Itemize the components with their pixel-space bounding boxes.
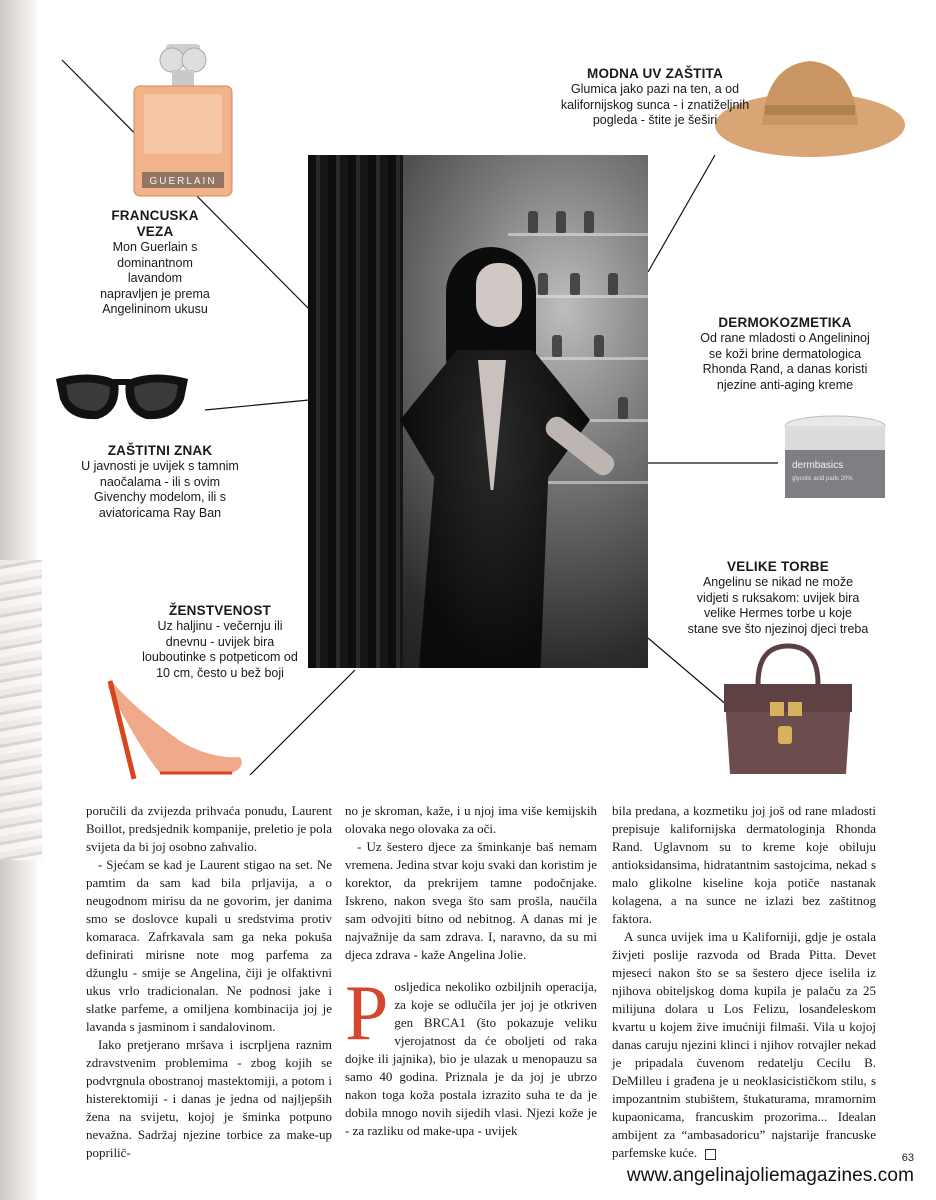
photo-face xyxy=(476,263,522,327)
callout-line: louboutinke s potpeticom od xyxy=(142,650,298,664)
hermes-bag-image xyxy=(718,640,858,778)
connector-hat xyxy=(648,155,715,272)
callout-line: napravljen je prema xyxy=(100,286,210,301)
photo-bottle xyxy=(538,273,548,295)
callout-line: se koži brine dermatologica xyxy=(708,346,862,361)
callout-title: ŽENSTVENOST xyxy=(169,603,271,618)
callout-femininity xyxy=(115,603,325,681)
cream-jar-image xyxy=(780,412,890,504)
photo-bottle xyxy=(594,335,604,357)
callout-line: aviatoricama Ray Ban xyxy=(98,505,222,520)
connector-shoe xyxy=(250,670,355,775)
article-column-1 xyxy=(86,802,332,1162)
article-paragraph: no je skroman, kaže, i u njoj ima više kemijskih olovaka nego olovaka za oči. xyxy=(345,803,597,836)
website-watermark[interactable]: www.angelinajoliemagazines.com xyxy=(626,1165,914,1186)
article-column-3 xyxy=(612,802,876,1162)
callout-line: U javnosti je uvijek s tamnim xyxy=(81,459,239,473)
photo-bottle xyxy=(552,335,562,357)
callout-line: kalifornijskog sunca - i znatiželjnih xyxy=(560,97,750,112)
angelina-jolie-photo xyxy=(308,155,648,668)
callout-dermocosmetics xyxy=(680,315,890,393)
callout-line: njezine anti-aging kreme xyxy=(716,377,854,392)
callout-line: naočalama - ili s ovim xyxy=(99,474,221,489)
callout-line: Uz haljinu - večernju ili xyxy=(157,619,283,633)
svg-text:dermbasics: dermbasics xyxy=(792,460,844,471)
callout-title: DERMOKOZMETIKA xyxy=(718,315,852,330)
sunglasses-image xyxy=(52,365,192,427)
callout-line: lavandom xyxy=(127,271,183,285)
callout-line: Angelinu se nikad ne može xyxy=(702,575,854,589)
page-number: 63 xyxy=(901,1152,914,1164)
article-paragraph: bila predana, a kozmetiku joj još od rane mladosti prepisuje kalifornijska dermatologinja Rhonda Rand. Uglavnom su to kreme koje obiluju antioksidansima, hidratantnim sastojcima, nekad s malo glikolne kiseline koja potiče nastanak kolagena, a na sunce ne izlazi bez zaštitnog faktora. xyxy=(612,803,876,926)
photo-shelf xyxy=(508,233,648,236)
end-of-article-mark xyxy=(705,1149,716,1160)
callout-title: FRANCUSKA xyxy=(111,208,199,223)
svg-text:glycolic acid pads 20%: glycolic acid pads 20% xyxy=(792,476,853,482)
article-column-2 xyxy=(345,802,597,1140)
callout-title: MODNA UV ZAŠTITA xyxy=(587,66,723,81)
callout-line: Glumica jako pazi na ten, a od xyxy=(570,82,740,96)
callout-line: stane sve što njezinoj djeci treba xyxy=(687,621,869,636)
photo-bottle xyxy=(618,397,628,419)
photo-bottle xyxy=(570,273,580,295)
photo-bottle xyxy=(556,211,566,233)
article-paragraph-dropcap xyxy=(345,969,597,1140)
article-paragraph: poručili da zvijezda prihvaća ponudu, Laurent Boillot, predsjednik kompanije, preletio je pola svijeta da bi joj osobno zahvalio. xyxy=(86,803,332,854)
callout-line: dominantnom xyxy=(117,255,193,270)
perfume-bottle-image xyxy=(128,40,238,200)
callout-line: vidjeti s ruksakom: uvijek bira xyxy=(696,590,860,605)
article-text: osljedica nekoliko ozbiljnih operacija, za koje se odlučila jer joj je otkriven gen BRCA1 (što pokazuje veliku vjerojatnost da će oboljeti od raka dojke ili jajnika), bio je ulazak u menopauzu sa samo 40 godina. Priznala je da joj je ubrzo nakon toga koža postala izrazito suha te da je dobila mnogo novih sijedih vlasi. Njezi kože je - za razliku od make-upa - uvijek xyxy=(345,979,597,1138)
connector-sunglasses xyxy=(205,400,309,410)
callout-line: Angelininom ukusu xyxy=(102,302,208,316)
callout-line: Rhonda Rand, a danas koristi xyxy=(702,362,868,376)
connector-bag xyxy=(648,638,728,706)
callout-uv-protection xyxy=(535,66,775,129)
drop-cap-letter: P xyxy=(345,969,389,1056)
callout-line: 10 cm, često u bež boji xyxy=(156,665,284,680)
callout-french-connection xyxy=(85,208,225,318)
callout-line: velike Hermes torbe u koje xyxy=(704,606,852,620)
article-text: A sunca uvijek ima u Kaliforniji, gdje je ostala živjeti poslije razvoda od Brada Pitta. Devet mjeseci nakon što se sa šestero djece iselila iz njihova obiteljskog doma kupila je palaču za 25 milijuna dolara u Los Felizu, losanđeleskom kvartu u kojem žive imućniji filmaši. Vila u kojoj danas caruju njezini klinci i njihov rotvajler nekad je pripadala čuvenom redatelju Cecilu B. DeMilleu i građena je u neoklasicističkom stilu, s impozantnim stubištem, štukaturama, mramornim kupaonicama, francuskim prozorima... Idealan ambijent za “ambasadoricu” najstarije francuske parfemske kuće. xyxy=(612,929,876,1160)
article-paragraph: - Uz šestero djece za šminkanje baš nemam vremena. Jedina stvar koju svaki dan koristim je korektor, da prekrijem tamne podočnjake. Iskreno, nakon svega što sam prošla, naučila sam odvojiti bitno od nebitnog. A danas mi je najvažnije da sam zdrava. I, naravno, da su mi djeca zdrava - kaže Angelina Jolie. xyxy=(345,839,597,962)
svg-text:GUERLAIN: GUERLAIN xyxy=(149,176,217,187)
photo-curtain xyxy=(308,155,403,668)
callout-trademark xyxy=(55,443,265,521)
callout-title: VEZA xyxy=(136,224,174,239)
photo-bottle xyxy=(528,211,538,233)
article-paragraph xyxy=(612,928,876,1162)
callout-line: dnevnu - uvijek bira xyxy=(165,634,275,649)
callout-line: Mon Guerlain s xyxy=(112,240,198,254)
callout-title: ZAŠTITNI ZNAK xyxy=(107,443,213,458)
article-paragraph: - Sjećam se kad je Laurent stigao na set. Ne pamtim da sam kad bila prljavija, a o neugodnom mirisu da ne govorim, jer danima smo se doslovce kupali u sredstvima protiv komaraca. Zafrkavala sam ga neka pokuša definirati mirisne note mog parfema za džunglu - smije se Angelina, čiji je olfaktivni ukus vrlo tradicionalan. Ne podnosi jake i slatke parfeme, a omiljena kombinacija joj je lavanda s jasminom i sandalovinom. xyxy=(86,857,332,1034)
photo-bottle xyxy=(608,273,618,295)
louboutin-shoe-image xyxy=(100,675,250,785)
callout-line: Givenchy modelom, ili s xyxy=(94,490,226,504)
callout-title: VELIKE TORBE xyxy=(727,559,829,574)
callout-big-bags xyxy=(668,559,888,637)
callout-line: pogleda - štite je šeširi xyxy=(592,113,718,127)
callout-line: Od rane mladosti o Angelininoj xyxy=(700,331,870,345)
article-paragraph: Iako pretjerano mršava i iscrpljena raznim zdravstvenim problemima - zbog kojih se podvrgnula obostranoj mastektomiji, a potom i histerektomiji - i danas je jedna od najljepših žena na svijetu, kojoj je šminka potpuno nevažna. Sadržaj njezine torbice za make-up poprilič- xyxy=(86,1037,332,1160)
photo-bottle xyxy=(584,211,594,233)
